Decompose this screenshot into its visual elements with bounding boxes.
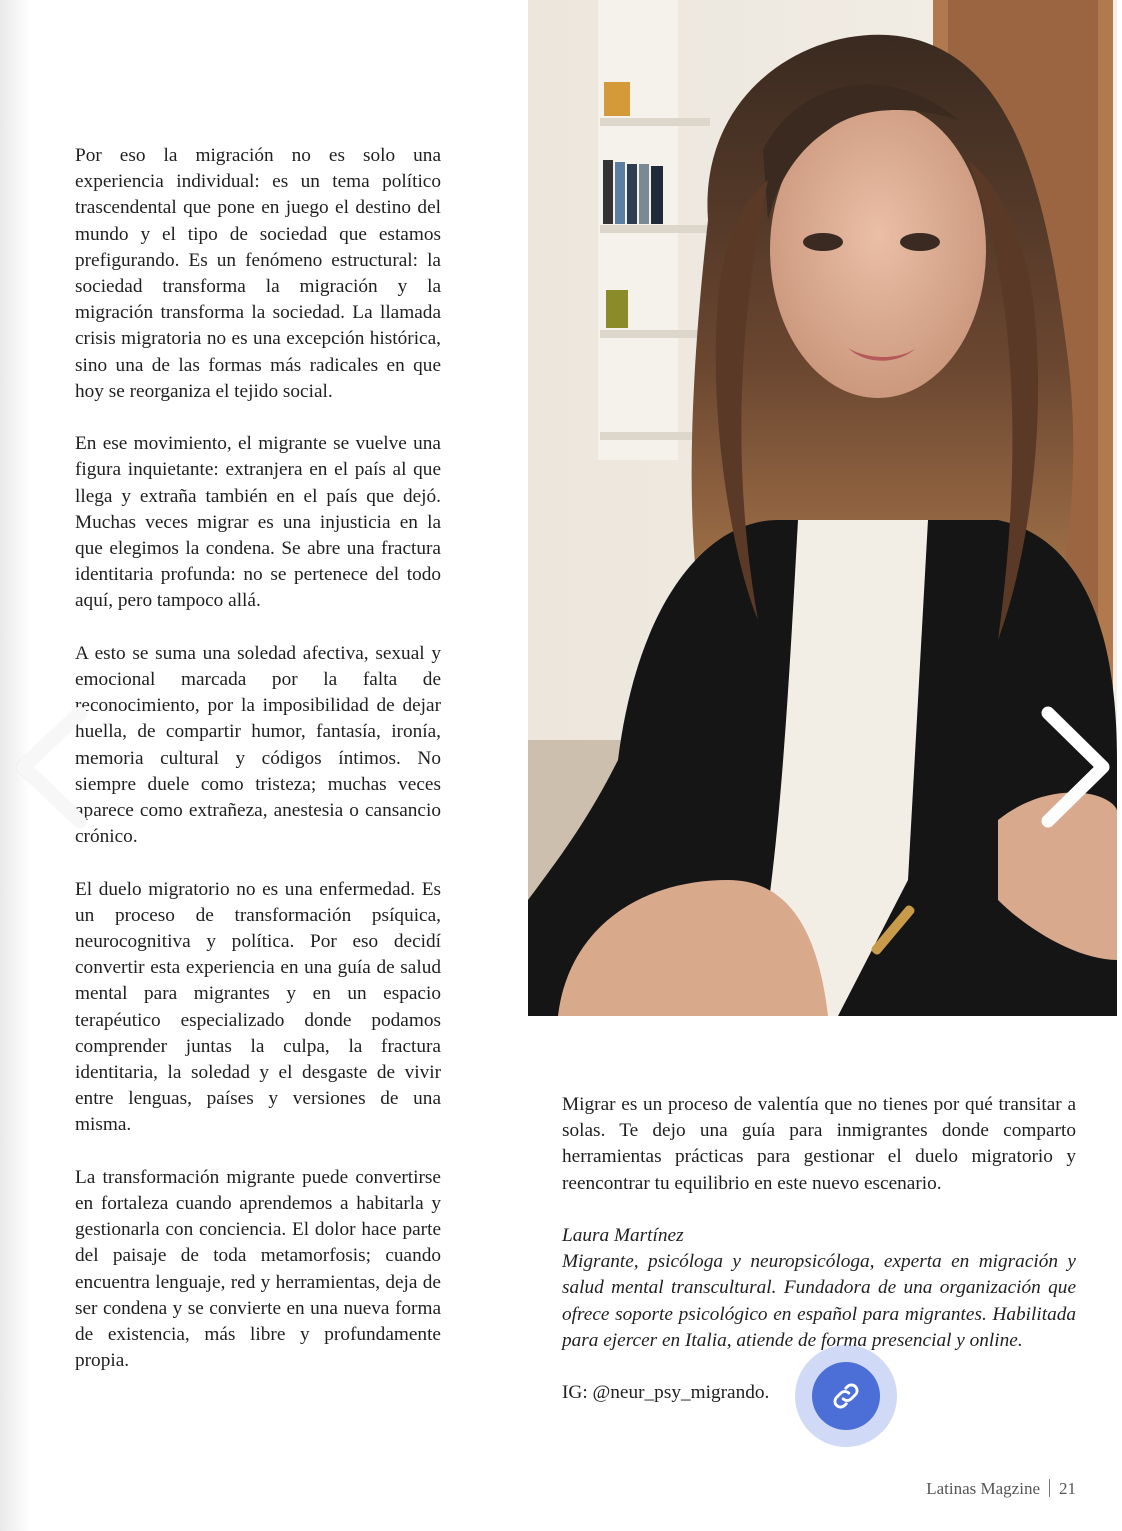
chevron-right-icon (1030, 705, 1120, 830)
page-number: 21 (1059, 1479, 1076, 1498)
chevron-left-icon (8, 705, 98, 830)
author-bio: Migrante, psicóloga y neuropsicóloga, experta en migración y salud mental transcultural. Fundadora de una organización que ofrece soporte psicológico en español para migrantes. Habilitada para ejercer en Italia, atiende de forma presencial y online. (562, 1251, 1076, 1351)
article-left-column (75, 143, 441, 1401)
author-name: Laura Martínez (562, 1225, 684, 1246)
author-photo (528, 0, 1117, 1016)
article-paragraph: La transformación migrante puede convertirse en fortaleza cuando aprendemos a habitarla y gestionarla con conciencia. El dolor hace parte del paisaje de toda metamorfosis; cuando encuentra lenguaje, red y herramientas, deja de ser condena y se convierte en una nueva forma de existencia, más libre y profundamente propia. (75, 1166, 441, 1372)
previous-page-button[interactable] (8, 705, 98, 830)
instagram-handle: IG: @neur_psy_migrando. (562, 1382, 770, 1404)
article-paragraph: Por eso la migración no es solo una experiencia individual: es un tema político trascendental que pone en juego el destino del mundo y el tipo de sociedad que estamos prefigurando. Es un fenómeno estructural: la sociedad transforma la migración y la migración transforma la sociedad. La llamada crisis migratoria no es una excepción histórica, sino una de las formas más radicales en que hoy se reorganiza el tejido social. (75, 145, 441, 402)
footer-divider (1049, 1479, 1050, 1497)
next-page-button[interactable] (1030, 705, 1120, 830)
article-paragraph: A esto se suma una soledad afectiva, sexual y emocional marcada por la falta de reconocimiento, por la imposibilidad de dejar huella, de compartir humor, fantasía, ironía, memoria cultural y códigos íntimos. No siempre duele como tristeza; muchas veces aparece como extrañeza, anestesia o cansancio crónico. (75, 642, 441, 848)
closing-paragraph: Migrar es un proceso de valentía que no tienes por qué transitar a solas. Te dejo una guía para inmigrantes donde comparto herramientas prácticas para gestionar el duelo migratorio y reencontrar tu equilibrio en este nuevo escenario. (562, 1094, 1076, 1194)
article-paragraph: El duelo migratorio no es una enfermedad. Es un proceso de transformación psíquica, neurocognitiva y política. Por eso decidí convertir esta experiencia en una guía de salud mental para migrantes y en un espacio terapéutico especializado donde podamos comprender juntas la culpa, la fractura identitaria, la soledad y el desgaste de vivir entre lenguas, países y versiones de una misma. (75, 878, 441, 1136)
article-paragraph: En ese movimiento, el migrante se vuelve una figura inquietante: extranjera en el país al que llega y extraña también en el país que dejó. Muchas veces migrar es una injusticia en la que elegimos la condena. Se abre una fractura identitaria profunda: no se pertenece del todo aquí, pero tampoco allá. (75, 433, 441, 612)
page-footer (926, 1479, 1076, 1499)
link-icon (829, 1379, 863, 1413)
magazine-name: Latinas Magzine (926, 1479, 1040, 1498)
link-button[interactable] (812, 1362, 880, 1430)
